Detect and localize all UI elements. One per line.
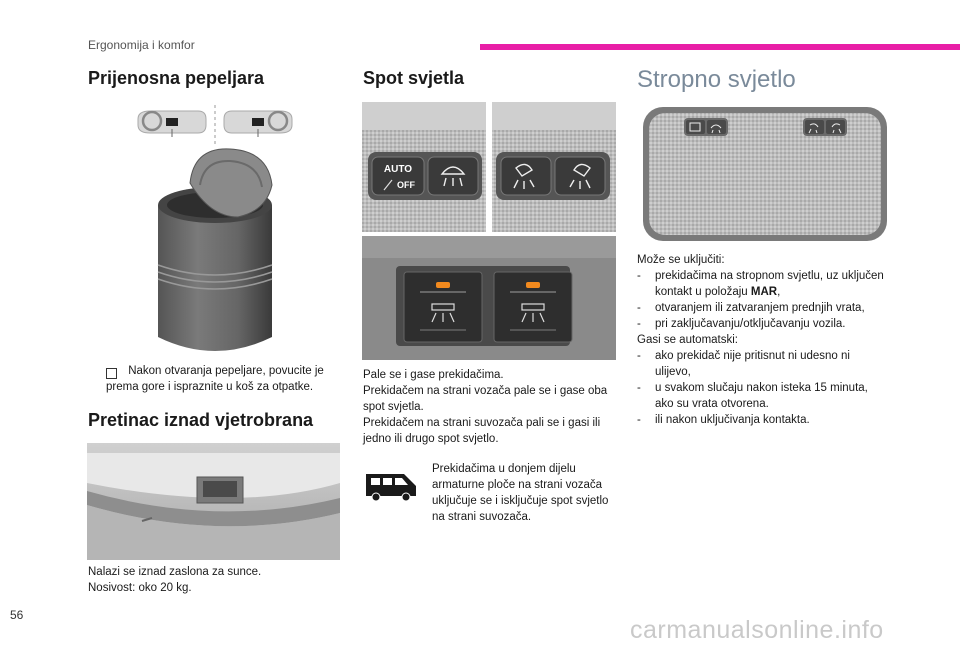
sunvisor-description [88,564,338,596]
ceiling-on-list [637,268,887,332]
indicator-led-left [436,282,450,288]
ceiling-on-item-2: - otvaranjem ili zatvaranjem prednjih vrata, [637,300,887,316]
indicator-led-right [526,282,540,288]
off-label: OFF [397,180,415,190]
ceiling-off-intro: Gasi se automatski: [637,334,738,346]
steering-wheel-right-icon [224,111,292,137]
ceiling-light-illustration [640,104,890,244]
spot-line-2: Prekidačem na strani vozača pale se i gase oba spot svjetla. [363,385,608,413]
ceiling-description [637,252,887,428]
ceiling-on-item-3: - pri zaključavanju/otključavanju vozila. [637,316,887,332]
ceiling-off-item-2: - u svakom slučaju nakon isteka 15 minuta, ako su vrata otvorena. [637,380,887,412]
page-number: 56 [10,608,24,622]
ashtray-instruction-text: Nakon otvaranja pepeljare, povucite je prema gore i ispraznite u koš za otpatke. [106,365,324,393]
checkbox-icon [106,368,117,379]
spot-title: Spot svjetla [363,68,465,88]
spot-switches-dashboard-illustration [362,236,616,360]
van-note: Prekidačima u donjem dijelu armaturne ploče na strani vozača uključuje se i isključuje spot svjetlo na strani suvozača. [432,463,609,523]
ashtray-illustration [130,105,300,355]
spot-description [363,367,619,447]
ceiling-off-list [637,348,887,428]
header-accent-bar [480,44,960,50]
auto-label: AUTO [383,164,413,175]
sunvisor-line-1: Nalazi se iznad zaslona za sunce. [88,566,262,578]
section-header: Ergonomija i komfor [88,38,195,52]
ceiling-off-item-3: - ili nakon uključivanja kontakta. [637,412,887,428]
ceiling-title: Stropno svjetlo [637,66,796,93]
sunvisor-line-2: Nosivost: oko 20 kg. [88,582,192,594]
sunvisor-storage-illustration [87,443,340,560]
ceiling-off-item-1: - ako prekidač nije pritisnut ni udesno ni ulijevo, [637,348,887,380]
ceiling-on-intro: Može se uključiti: [637,254,725,266]
ashtray-title: Prijenosna pepeljara [88,68,265,88]
ceiling-on-item-1: - prekidačima na stropnom svjetlu, uz uključen kontakt u položaju MAR, [637,268,887,300]
sunvisor-title: Pretinac iznad vjetrobrana [88,410,314,430]
ashtray-instruction [88,363,338,395]
spot-switches-overhead-illustration [362,102,616,232]
watermark-text: carmanualsonline.info [630,616,884,644]
steering-wheel-left-icon [138,111,206,137]
spot-line-1: Pale se i gase prekidačima. [363,369,504,381]
van-icon [362,466,420,504]
spot-line-3: Prekidačem na strani suvozača pali se i gasi ili jedno ili drugo spot svjetlo. [363,417,601,445]
